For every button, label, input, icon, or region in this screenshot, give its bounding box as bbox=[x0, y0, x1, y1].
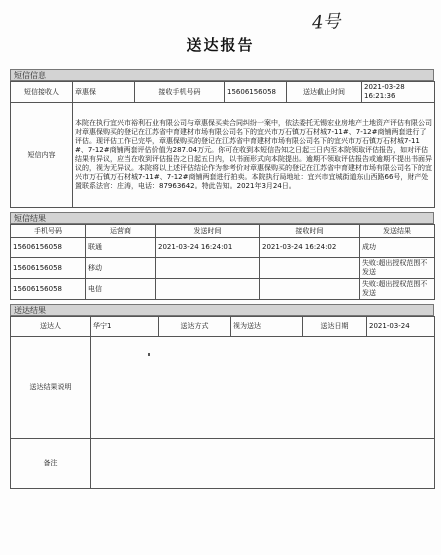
col-header-phone: 手机号码 bbox=[11, 225, 86, 238]
row-carrier: 移动 bbox=[86, 258, 156, 279]
note-value bbox=[91, 337, 435, 439]
row-phone: 15606156058 bbox=[11, 279, 86, 300]
row-result: 成功 bbox=[360, 238, 435, 258]
scan-speck bbox=[148, 353, 150, 356]
date-value: 2021-03-24 bbox=[367, 317, 435, 337]
recipient-label: 短信接收人 bbox=[11, 82, 73, 103]
deadline-label: 送达截止时间 bbox=[287, 82, 362, 103]
row-receive-time bbox=[260, 258, 360, 279]
col-header-send-time: 发送时间 bbox=[156, 225, 260, 238]
col-header-receive-time: 接收时间 bbox=[260, 225, 360, 238]
remark-label: 备注 bbox=[11, 439, 91, 489]
date-label: 送达日期 bbox=[303, 317, 367, 337]
row-send-time: 2021-03-24 16:24:01 bbox=[156, 238, 260, 258]
table-row bbox=[11, 279, 435, 300]
row-send-time bbox=[156, 279, 260, 300]
col-header-result: 发送结果 bbox=[360, 225, 435, 238]
row-carrier: 电信 bbox=[86, 279, 156, 300]
row-phone: 15606156058 bbox=[11, 238, 86, 258]
delivery-result-table bbox=[10, 316, 435, 489]
section-header-sms-results: 短信结果 bbox=[10, 212, 434, 224]
table-row bbox=[11, 258, 435, 279]
phone-label: 接收手机号码 bbox=[135, 82, 225, 103]
results-header-row bbox=[11, 225, 435, 238]
content-label: 短信内容 bbox=[11, 103, 73, 208]
deliverer-value: 华宁1 bbox=[91, 317, 159, 337]
section-header-sms-info: 短信信息 bbox=[10, 69, 434, 81]
method-value: 视为送达 bbox=[231, 317, 303, 337]
recipient-value: 章惠保 bbox=[73, 82, 135, 103]
remark-value bbox=[91, 439, 435, 489]
row-phone: 15606156058 bbox=[11, 258, 86, 279]
row-result: 失败:超出授权范围不发送 bbox=[360, 279, 435, 300]
section-header-delivery-result: 送达结果 bbox=[10, 304, 434, 316]
handwritten-note: 4号 bbox=[311, 11, 341, 34]
method-label: 送达方式 bbox=[159, 317, 231, 337]
row-send-time bbox=[156, 258, 260, 279]
page-title: 送达报告 bbox=[186, 36, 255, 54]
row-carrier: 联通 bbox=[86, 238, 156, 258]
phone-value: 15606156058 bbox=[225, 82, 287, 103]
row-receive-time: 2021-03-24 16:24:02 bbox=[260, 238, 360, 258]
table-row bbox=[11, 238, 435, 258]
deadline-value: 2021-03-28 16:21:36 bbox=[362, 82, 435, 103]
row-receive-time bbox=[260, 279, 360, 300]
deliverer-label: 送达人 bbox=[11, 317, 91, 337]
sms-content-text: 本院在执行宜兴市裕利石业有限公司与章惠保买卖合同纠纷一案中，依法委托无锡宏业房地产土地资产评估有限公司对章惠保购买的登记在江苏省中育建材市场有限公司名下的宜兴市万石镇万石材城7-11#、7-12#商铺两套进行了评估。现评估工作已完毕，章惠保购买的登记在江苏省中育建材市场有限公司名下的宜兴市万石镇万石材城7-11#、7-12#商铺两套评估价值为287.04万元。你可在收到本短信告知之日起三日内至本院领取评估报告，如对评估结果有异议，应当在收到评估报告之日起五日内，以书面形式向本院提出。逾期不领取评估报告或逾期不提出书面异议的，视为无异议。本院将以上述评估结论作为参考价对章惠保购买的登记在江苏省中育建材市场有限公司名下的宜兴市万石镇万石材城7-11#、7-12#商铺两套进行拍卖。本院执行局地址：宜兴市宜城街道东山西路66号，财产处置联系法官：庄涛，电话：87963642。特此告知。2021年3月24日。 bbox=[73, 103, 435, 208]
col-header-carrier: 运营商 bbox=[86, 225, 156, 238]
note-label: 送达结果说明 bbox=[11, 337, 91, 439]
sms-info-table bbox=[10, 81, 435, 208]
row-result: 失败:超出授权范围不发送 bbox=[360, 258, 435, 279]
sms-results-table bbox=[10, 224, 435, 300]
